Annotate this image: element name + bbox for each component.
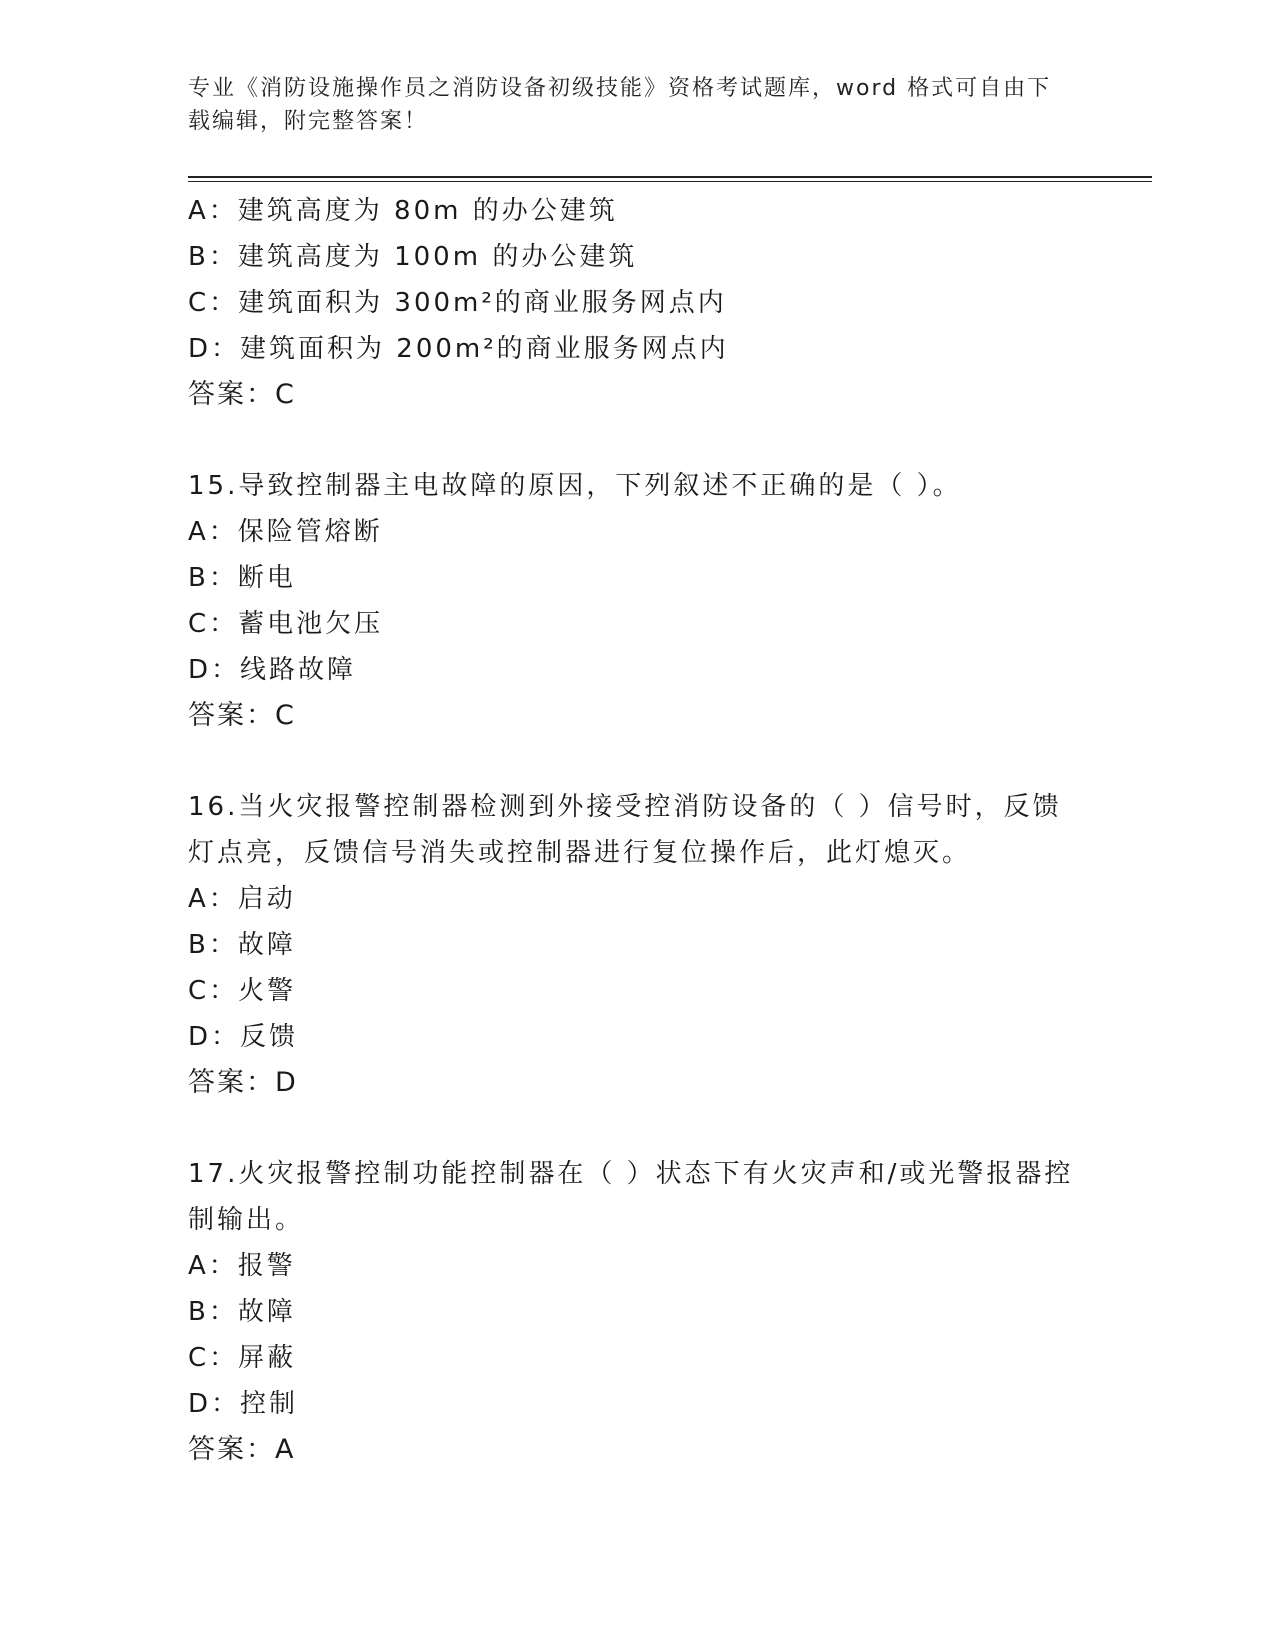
- answer-line: 答案：C: [188, 700, 296, 731]
- option-b: B：故障: [188, 1297, 296, 1327]
- option-a: A：建筑高度为 80m 的办公建筑: [188, 196, 618, 226]
- answer-line: 答案：A: [188, 1434, 296, 1465]
- question-stem: 17.火灾报警控制功能控制器在（ ）状态下有火灾声和/或光警报器控制输出。: [188, 1159, 1074, 1235]
- option-d: D：线路故障: [188, 655, 357, 685]
- option-d: D：反馈: [188, 1022, 299, 1052]
- answer-line: 答案：C: [188, 379, 296, 410]
- option-c: C：屏蔽: [188, 1343, 297, 1373]
- option-a: A：启动: [188, 884, 296, 914]
- option-c: C：火警: [188, 976, 297, 1006]
- option-c: C：蓄电池欠压: [188, 609, 384, 639]
- option-c: C：建筑面积为 300m²的商业服务网点内: [188, 288, 727, 318]
- option-a: A：保险管熔断: [188, 517, 383, 547]
- header-divider-thin: [188, 181, 1152, 182]
- option-d: D：建筑面积为 200m²的商业服务网点内: [188, 334, 729, 364]
- option-b: B：断电: [188, 563, 296, 593]
- question-block: [188, 188, 1088, 418]
- question-block: [188, 1151, 1088, 1473]
- question-block: [188, 784, 1088, 1106]
- question-list: [188, 188, 1088, 1473]
- document-header: 专业《消防设施操作员之消防设备初级技能》资格考试题库，word 格式可自由下载编辑，附完整答案！: [188, 76, 1052, 134]
- option-d: D：控制: [188, 1389, 299, 1419]
- option-b: B：故障: [188, 930, 296, 960]
- answer-line: 答案：D: [188, 1067, 298, 1098]
- question-stem: 16.当火灾报警控制器检测到外接受控消防设备的（ ）信号时，反馈灯点亮，反馈信号消失或控制器进行复位操作后，此灯熄灭。: [188, 792, 1062, 868]
- question-block: [188, 463, 1088, 739]
- question-stem: 15.导致控制器主电故障的原因，下列叙述不正确的是（ ）。: [188, 471, 962, 501]
- option-b: B：建筑高度为 100m 的办公建筑: [188, 242, 638, 272]
- header-divider-thick: [188, 176, 1152, 178]
- option-a: A：报警: [188, 1251, 296, 1281]
